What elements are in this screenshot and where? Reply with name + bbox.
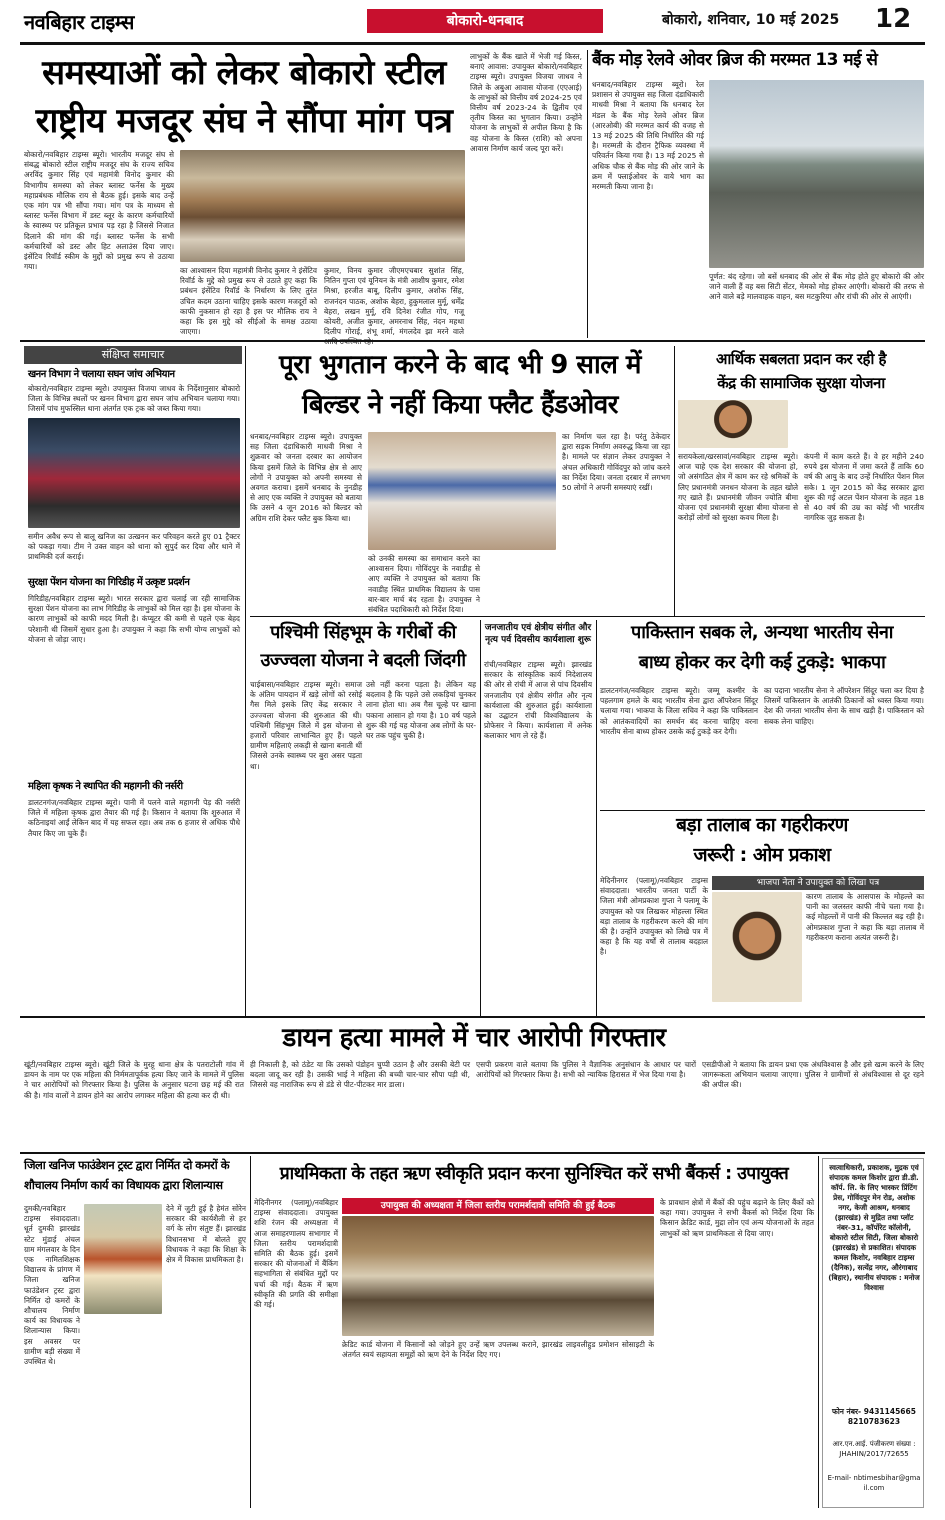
brief-body-3: डालटनगंज/नवबिहार टाइम्स ब्यूरो। पानी में पलने वाले महागनी पेड़ की नर्सरी जिले में महिला कृषक द्वारा तैयार की गई है। किसान ने बताया कि शुरुआत में कठिनाइयां आईं लेकिन बाद में यह सफल रहा। अब तक 6 हजार से अधिक पौधे तैयार किए जा चुके हैं। xyxy=(28,798,240,838)
s5-headline-1: पश्चिमी सिंहभूम के गरीबों की xyxy=(270,622,456,643)
page-number: 12 xyxy=(875,4,912,34)
brief-bar: संक्षिप्त समाचार xyxy=(24,346,242,364)
s4-col2: कंपनी में काम करते हैं। वे हर महीने 240 रुपये इस योजना में जमा करते हैं ताकि 60 वर्ष की आयु के बाद उन्हें निर्धारित पेंशन मिल सके। 1 जून 2015 को केंद्र सरकार द्वारा शुरू की गई अटल पेंशन योजना के तहत 18 से 40 वर्ष की उम्र का कोई भी भारतीय नागरिक जुड़ सकता है। xyxy=(804,452,924,523)
s3-photo-darbar xyxy=(368,432,556,550)
s9-col3: एसपी प्रकरण वाले बताया कि पुलिस ने वैज्ञानिक अनुसंधान के आधार पर चारों आरोपियों को गिरफ्तार किया है। सभी को न्यायिक हिरासत में भेज दिया गया है। xyxy=(476,1060,696,1080)
s11-photo xyxy=(342,1216,654,1336)
s11-caption: उपायुक्त की अध्यक्षता में जिला स्तरीय परामर्शदात्री समिति की हुई बैठक xyxy=(342,1198,654,1214)
s11-divider xyxy=(818,1156,819,1508)
s5-headline-2: उज्ज्वला योजना ने बदली जिंदगी xyxy=(260,650,466,671)
s10-headline-1: जिला खनिज फाउंडेशन ट्रस्ट द्वारा निर्मित दो कमरों के xyxy=(24,1158,230,1172)
brief-body-1: बोकारो/नवबिहार टाइम्स ब्यूरो। उपायुक्त विजया जाधव के निर्देशानुसार बोकारो जिला के विभिन्न स्थलों पर खनन विभाग द्वारा सघन जांच अभियान चलाया गया। जिसमें पांच मुफस्सिल थाना अंतर्गत एक ट्रक को जब्त किया गया। xyxy=(28,384,240,414)
s5-col2: उसे नहीं करना पड़ता है। लेकिन यह बदलाव है कि पहले उसे लकड़ियां चुनकर लाना होता था। अब गैस चूल्हे पर खाना पकाना आसान हो गया है। 10 वर्ष पहले शुरू की गई यह योजना अब लोगों के घर-घर तक पहुंच चुकी है। xyxy=(366,680,476,741)
s2-headline: बैंक मोड़ रेलवे ओवर ब्रिज की मरम्मत 13 मई से xyxy=(592,50,878,70)
brief-body-2: गिरिडीह/नवबिहार टाइम्स ब्यूरो। भारत सरकार द्वारा चलाई जा रही सामाजिक सुरक्षा पेंशन योजना का लाभ गिरिडीह के लाभुकों को मिल रहा है। इस योजना के कारण लाभुकों को काफी मदद मिली है। कंप्यूटर की कमी से पहले एक बेहद परेशानी थी जिसमें सुधार हुआ है। उपायुक्त ने कहा कि सभी योग्य लाभुकों को योजना से जोड़ा जाए। xyxy=(28,594,240,644)
brief-divider xyxy=(245,346,246,1016)
s7-headline-2: बाध्य होकर कर देगी कई टुकड़े: भाकपा xyxy=(638,652,886,673)
s3-headline-1: पूरा भुगतान करने के बाद भी 9 साल में xyxy=(279,350,641,380)
s3-divider xyxy=(674,346,675,616)
s6-divider xyxy=(596,620,597,1016)
s9-col2: ही निकाली है, को ठंडेट या कि उसको पंडोहन चुप्पी उठान है और उसकी बेटी पर बदला जादू कर रही है। उसकी भाई ने महिला की बच्ची चार-चार सौपा पड़ी थी, जिससे वह नाराजिक रूप से डंडे से पीट-पीटकर मार डाला। xyxy=(250,1060,470,1090)
s8-photo-portrait xyxy=(712,892,802,1002)
imprint-box xyxy=(822,1158,924,1508)
imprint-email: E-mail- nbtimesbihar@gmail.com xyxy=(827,1474,921,1492)
s8-headline-2: जरूरी : ओम प्रकाश xyxy=(693,844,831,866)
section-label: बोकारो-धनबाद xyxy=(367,9,603,33)
s4-headline-2: केंद्र की सामाजिक सुरक्षा योजना xyxy=(717,374,885,392)
s10-photo xyxy=(84,1204,162,1314)
s11-col4: क्रेडिट कार्ड योजना में किसानों को जोड़ने हुए उन्हें ऋण उपलब्ध कराने, झारखंड लाइवलीहुड प्रमोशन सोसाइटी के अंतर्गत स्वयं सहायता समूहों को ऋण देने के निर्देश दिए गए। xyxy=(342,1340,654,1360)
s8-bar: भाजपा नेता ने उपायुक्त को लिखा पत्र xyxy=(712,876,924,890)
dateline: बोकारो, शनिवार, 10 मई 2025 xyxy=(662,12,840,28)
s1-headline-2: राष्ट्रीय मजदूर संघ ने सौंपा मांग पत्र xyxy=(35,101,453,141)
s1-headline-1: समस्याओं को लेकर बोकारो स्टील xyxy=(42,53,446,93)
s1-divider xyxy=(587,50,588,338)
s10-divider xyxy=(250,1156,251,1508)
s1-body: बोकारो/नवबिहार टाइम्स ब्यूरो। भारतीय मजदूर संघ से संबद्ध बोकारो स्टील राष्ट्रीय मजदूर संघ के राज्य सचिव अरविंद कुमार सिंह एवं महामंत्री विनोद कुमार की विभागीय समस्या को लेकर ब्लास्ट फर्नेस के मुख्य महाप्रबंधक मौलिक राय से बैठक हुई। इसके बाद उन्हें एक मांग पत्र भी सौंपा गया। मांग पत्र के माध्यम से ब्लास्ट फर्नेस विभाग में डस्ट ब्लूर के कारण कर्मचारियों के स्वास्थ्य पर प्रतिकूल प्रभाव पड़ रहा है जिससे निजात दिलाने की मांग की गई। ब्लास्ट फर्नेस के सभी कर्मचारियों को डस्ट और हिट अलाउंस दिया जाए। इंसेंटिव रिवॉर्ड स्कीम के मुद्दों को प्रमुख रूप से उठाया गया। xyxy=(24,150,174,272)
band-rule-2 xyxy=(250,616,925,617)
band-rule-3 xyxy=(600,810,925,811)
s3-body: धनबाद/नवबिहार टाइम्स ब्यूरो। उपायुक्त सह जिला दंडाधिकारी माधवी मिश्रा ने शुक्रवार को जनता दरबार का आयोजन किया इसमें जिले के विभिन्न क्षेत्र से आए लोगों ने उपायुक्त को अपनी समस्या से अवगत कराया। इसमें धनबाद के नुनडीह से आए एक व्यक्ति ने उपायुक्त को बताया कि उसने 4 जून 2016 को बिल्डर को अग्रिम राशि देकर फ्लैट बुक किया था। xyxy=(250,432,362,523)
s6-kicker: जनजातीय एवं क्षेत्रीय संगीत और नृत्य पर्व दिवसीय कार्यशाला शुरू xyxy=(484,623,592,645)
s6-body: रांची/नवबिहार टाइम्स ब्यूरो। झारखंड सरकार के सांस्कृतिक कार्य निदेशालय की ओर से रांची में आज से पांच दिवसीय जनजातीय एवं क्षेत्रीय संगीत और नृत्य कार्यशाला की शुरुआत हुई। कार्यशाला का उद्घाटन रांची विश्वविद्यालय के प्रोफेसर ने किया। कार्यशाला में अनेक कलाकार भाग ले रहे हैं। xyxy=(484,660,592,741)
brief-headline-3: महिला कृषक ने स्थापित की महागनी की नर्सरी xyxy=(28,781,183,792)
s7-body: डालटनगंज/नवबिहार टाइम्स ब्यूरो। जम्मू कश्मीर के पहलगाम हमले के बाद भारतीय सेना द्वारा ऑपरेशन सिंदूर चलाया गया। भाकपा के जिला सचिव ने कहा कि पाकिस्तान को आतंकवादियों का समर्थन बंद करना चाहिए वरना भारतीय सेना बाध्य होकर उसके कई टुकड़े कर देगी। xyxy=(600,686,758,736)
s2-body: धनबाद/नवबिहार टाइम्स ब्यूरो। रेल प्रशासन से उपायुक्त सह जिला दंडाधिकारी माधवी मिश्रा ने बताया कि धनबाद रेल मंडल के बैंक मोड़ रेलवे ओवर ब्रिज (आरओबी) की मरम्मत कार्य की वजह से 13 मई 2025 की तिथि निर्धारित की गई है। मरम्मती के दौरान ट्रैफिक व्यवस्था में परिवर्तन किया गया है। 13 मई 2025 से अधिक चौक से बैंक मोड़ की ओर जाने के क्रम में फ्लाईओवर के वाये भाग का मरम्मती किया जाना है। xyxy=(592,80,704,192)
imprint-text: स्वत्वाधिकारी, प्रकाशक, मुद्रक एवं संपादक कमल किशोर द्वारा डी.डी. कॉर्प. लि. के लिए भास्कर प्रिंटिंग प्रेस, गोविंदपुर मेन रोड, अशोक नगर, केजी आश्रम, धनबाद (झारखंड) से मुद्रित तथा प्लॉट नंबर-31, कॉर्पोरेट कॉलोनी, बोकारो स्टील सिटी, जिला बोकारो (झारखंड) से प्रकाशित। संपादक कमल किशोर, नवबिहार टाइम्स (दैनिक), सत्येंद्र नगर, औरंगाबाद (बिहार), स्थानीय संपादक : मनोज विश्वास xyxy=(828,1163,920,1292)
masthead-rule xyxy=(20,42,925,45)
brief-headline-1: खनन विभाग ने चलाया सघन जांच अभियान xyxy=(28,369,175,380)
s7-col2: का पदाना भारतीय सेना ने ऑपरेशन सिंदूर चला कर दिया है जिसमें पाकिस्तान के आतंकी ठिकानों को ध्वस्त किया गया। देश की जनता भारतीय सेना के साथ खड़ी है। पाकिस्तान को सबक लेना चाहिए। xyxy=(764,686,924,726)
imprint-phone: फोन नंबर- 9431145665 8210783623 xyxy=(832,1407,916,1426)
s5-divider xyxy=(480,620,481,1016)
band-rule-1 xyxy=(20,340,925,342)
s2-side: पूर्णत: बंद रहेगा। जो बसें धनबाद की ओर से बैंक मोड़ होते हुए बोकारो की ओर जाने वाली हैं वह बस सिटी सेंटर, मेमको मोड़ होकर आएंगी। बोकारो की तरफ से आने वाले बड़े मालवाहक वाहन, बस मटकुरिया और रांची की ओर से आएंगी। xyxy=(709,272,924,302)
s4-photo xyxy=(678,400,788,448)
brief-photo-truck xyxy=(28,418,240,528)
s5-body: चाईबासा/नवबिहार टाइम्स ब्यूरो। समाज के अंतिम पायदान में खड़े लोगों को रसोई गैस मिले इसके लिए केंद्र सरकार ने उज्ज्वला योजना की शुरुआत की थी। पश्चिमी सिंहभूम जिले में इस योजना से हजारों परिवार लाभान्वित हुए हैं। पहले ग्रामीण महिलाएं लकड़ी से खाना बनाती थीं जिससे उनके स्वास्थ्य पर बुरा असर पड़ता था। xyxy=(250,680,362,771)
paper-name: नवबिहार टाइम्स xyxy=(24,10,134,34)
s8-col2: कारण तालाब के आसपास के मोहल्ले का पानी का जलस्तर काफी नीचे चला गया है। कई मोहल्लों में पानी की किल्लत बढ़ रही है। ओमप्रकाश गुप्ता ने कहा कि बड़ा तालाब में गहरीकरण कराना अत्यंत जरूरी है। xyxy=(806,892,924,942)
s1-col2: का आश्वासन दिया महामंत्री विनोद कुमार ने इंसेंटिव रिवॉर्ड के मुद्दे को प्रमुख रूप से उठाते हुए कहा कि प्रबंधन इंसेंटिव रिवॉर्ड के निर्धारण के लिए तुरंत उचित कदम उठाना चाहिए इसके कारण मजदूरों को काफी नुकसान हो रहा है इस पर मौलिक राय ने कहा कि इस मुद्दे को सीईओ के समक्ष उठाया जाएगा। xyxy=(180,266,317,337)
s10-col2: देने में जुटी हुई है हेमंत सोरेन सरकार की कार्यशैली से हर वर्ग के लोग संतुष्ट हैं। झारखंड विधानसभा में बोलते हुए विधायक ने कहा कि शिक्षा के क्षेत्र में विकास प्राथमिकता है। xyxy=(166,1204,246,1265)
s10-headline-2: शौचालय निर्माण कार्य का विधायक द्वारा शिलान्यास xyxy=(24,1178,223,1192)
s11-headline: प्राथमिकता के तहत ऋण स्वीकृति प्रदान करना सुनिश्चित करें सभी बैंकर्स : उपायुक्त xyxy=(279,1164,789,1184)
s1-photo-meeting xyxy=(180,150,465,262)
s3-headline-2: बिल्डर ने नहीं किया फ्लैट हैंडओवर xyxy=(302,390,618,420)
s9-headline: डायन हत्या मामले में चार आरोपी गिरफ्तार xyxy=(282,1023,666,1053)
brief-headline-2: सुरक्षा पेंशन योजना का गिरिडीह में उत्कृष्ट प्रदर्शन xyxy=(28,577,190,588)
masthead xyxy=(0,0,945,46)
s10-body: दुमकी/नवबिहार टाइम्स संवाददाता। धूर्त दुमकी झारखंड स्टेट मुंडाई अंचल ग्राम मंगलवार के दिन एक नामितशिक्षक विद्यालय के प्रांगण में जिला खनिज फाउंडेशन ट्रस्ट द्वारा निर्मित दो कमरों के शौचालय निर्माण कार्य का विधायक ने शिलान्यास किया। इस अवसर पर ग्रामीण बड़ी संख्या में उपस्थित थे। xyxy=(24,1204,80,1367)
s9-body: खूंटी/नवबिहार टाइम्स ब्यूरो। खूंटी जिले के मुरहू थाना क्षेत्र के पतराटोली गांव में डायन के नाम पर एक महिला की निर्ममतापूर्वक हत्या किए जाने के मामले में पुलिस ने चार आरोपियों को गिरफ्तार किया है। पुलिस के अनुसार घटना छह मई की रात की है। गांव वालों ने डायन होने का आरोप लगाकर महिला की हत्या कर दी थी। xyxy=(24,1060,244,1100)
s1-col4: लाभुकों के बैंक खाते में भेजी गई किस्त, बनाएं आवास: उपायुक्त बोकारो/नवबिहार टाइम्स ब्यूरो। उपायुक्त विजया जाधव ने जिले के अबुआ आवास योजना (एएआई) के लाभुकों को वित्तीय वर्ष 2024-25 एवं वित्तीय वर्ष 2023-24 के द्वितीय एवं तृतीय किस्त का भुगतान किया। उन्होंने योजना के लाभुकों से अपील किया है कि वह योजना के किस्त (राशि) को अपना आवास निर्माण कार्य जल्द पूरा करें। xyxy=(470,52,582,153)
s1-col3: कुमार, विनय कुमार जीएमएचबार सुशांत सिंह, नितिन गुप्ता एवं यूनियन के मंत्री आशीष कुमार, रमेश मिश्रा, हरजीत बाबू, दिलीप कुमार, अशोक सिंह, राजनंदन पाठक, अशोक बेहरा, हुकुमलाल मुर्मू, धर्मेंद्र बेहरा, लखन मुर्मू, रवि दिनेश रंजीत गोप, गजू कोयरी, अजीत कुमार, अमरनाथ सिंह, नंदन महथा दिलीप गोराई, शंभू शर्मा, मंगलदेव झा मरने वाले xyxy=(324,266,464,337)
s11-body: मेदिनीनगर (पलामू)/नवबिहार टाइम्स संवाददाता। उपायुक्त शशि रंजन की अध्यक्षता में आज समाहरणालय सभागार में जिला स्तरीय परामर्शदात्री समिति की बैठक हुई। इसमें सरकार की योजनाओं में बैंकिंग सहभागिता से संबंधित मुद्दों पर चर्चा की गई। बैठक में ऋण स्वीकृति की प्रगति की समीक्षा की गई। xyxy=(254,1198,338,1310)
s11-col3: के प्रावधान क्षेत्रों में बैंकों की पहुंच बढ़ाने के लिए बैंकों को कहा गया। उपायुक्त ने सभी बैंकर्स को निर्देश दिया कि किसान क्रेडिट कार्ड, मुद्रा लोन एवं अन्य योजनाओं के तहत लाभुकों को ऋण प्राथमिकता से दिया जाए। xyxy=(660,1198,814,1238)
s4-body: सरायकेला/खरसावां/नवबिहार टाइम्स ब्यूरो। आज चाहे एक देश सरकार की योजना हो, जो असंगठित क्षेत्र में काम कर रहे श्रमिकों के लिए प्रधानमंत्री जनधन योजना के तहत खोले गए खाते हैं। प्रधानमंत्री जीवन ज्योति बीमा योजना एवं प्रधानमंत्री सुरक्षा बीमा योजना से करोड़ों लोगों को सुरक्षा कवच मिला है। xyxy=(678,452,798,523)
s8-body: मेदिनीनगर (पलामू)/नवबिहार टाइम्स संवाददाता। भारतीय जनता पार्टी के जिला मंत्री ओमप्रकाश गुप्ता ने पलामू के उपायुक्त को पत्र लिखकर मोहल्ला स्थित बड़ा तालाब के गहरीकरण करने की मांग की है। उन्होंने उपायुक्त को लिखे पत्र में कहा है कि यह वर्षों से तालाब बदहाल है। xyxy=(600,876,708,957)
band-rule-5 xyxy=(20,1152,925,1154)
s3-col3: का निर्माण चल रहा है। परंतु ठेकेदार द्वारा सड़क निर्माण अवरुद्ध किया जा रहा है। मामले पर संज्ञान लेकर उपायुक्त ने अंचल अधिकारी गोविंदपुर को जांच करने का निर्देश दिया। जनता दरबार में लगभग 50 लोगों ने अपनी समस्याएं रखीं। xyxy=(562,432,670,493)
imprint-reg: आर.एन.आई. पंजीकरण संख्या : JHAHIN/2017/72655 xyxy=(832,1440,916,1458)
brief-body-1b: समीन अवैध रूप से बालू खनिज का उत्खनन कर परिवहन करते हुए 01 ट्रैक्टर को पकड़ा गया। टीम ने उक्त वाहन को थाना को सुपुर्द कर दिया और थाने में प्राथमिकी दर्ज कराई। xyxy=(28,532,240,562)
s2-photo-bridge xyxy=(709,80,924,268)
s3-col2: को उनकी समस्या का समाधान करने का आश्वासन दिया। गोविंदपुर के नवाडीह से आए व्यक्ति ने उपायुक्त को बताया कि नवाडीह स्थित प्राथमिक विद्यालय के पास बार-बार मार्च बंद रहता है। उपायुक्त ने संबंधित पदाधिकारी को निर्देश दिया। xyxy=(368,554,480,615)
s9-col4: एसडीपीओ ने बताया कि डायन प्रथा एक अंधविश्वास है और इसे खत्म करने के लिए जागरूकता अभियान चलाया जाएगा। पुलिस ने ग्रामीणों से अंधविश्वास से दूर रहने की अपील की। xyxy=(702,1060,924,1090)
s7-headline-1: पाकिस्तान सबक ले, अन्यथा भारतीय सेना xyxy=(631,622,893,643)
s4-headline-1: आर्थिक सबलता प्रदान कर रही है xyxy=(715,350,887,368)
s8-headline-1: बड़ा तालाब का गहरीकरण xyxy=(676,814,848,836)
